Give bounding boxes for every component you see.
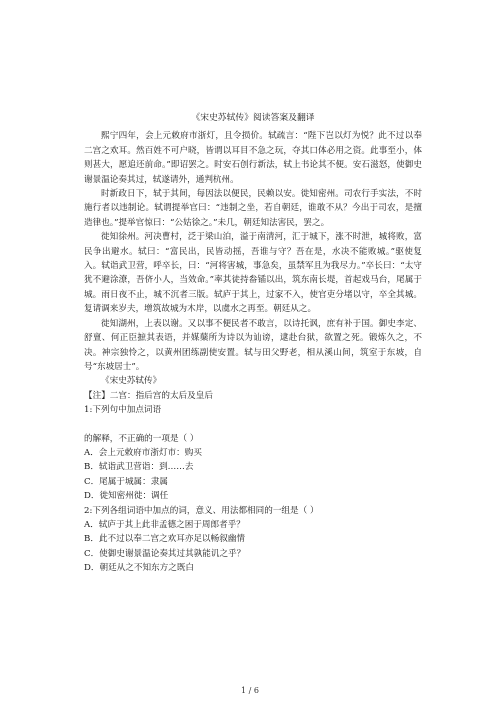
q1-option-d: D．徙知密州徙：调任 bbox=[84, 491, 169, 502]
paragraph-3: 徙知徐州。河决曹村，泛于梁山泊，溢于南清河，汇于城下，涨不时泄，城将败，富民争出避水。轼曰：“富民出，民皆动摇，吾谁与守？吾在是，水决不能败城。”驱使复入。轼诣武卫营，呼卒长，曰：“河将害城，事急矣，虽禁军且为我尽力。”卒长曰：“太守犹不避涂潦，吾侪小人，当效命。”率其徒持畚锸以出，筑东南长堤，首起戏马台，尾属于城。雨日夜不止，城不沉者三版。轼庐于其上，过家不入，使官吏分堵以守，卒全其城。复请调来岁夫，增筑故城为木岸，以虞水之再至。朝廷从之。 bbox=[84, 232, 422, 315]
document-title: 《宋史苏轼传》阅读答案及翻译 bbox=[191, 113, 315, 123]
annotation-note: 【注】二宫：指后宫的太后及皇后 bbox=[84, 390, 213, 401]
question-1-stem: 的解释，不正确的一项是（ ） bbox=[84, 433, 199, 444]
paragraph-4: 徙知湖州，上表以谢。又以事不便民者不敢言，以诗托讽，庶有补于国。御史李定、舒亶、何正臣摭其表语，并媒蘖所为诗以为讪谤，逮赴台狱，欲置之死。锻炼久之，不决。神宗独怜之，以黄州团练副使安置。轼与田父野老，相从溪山间，筑室于东坡，自号“东坡居士”。 bbox=[84, 318, 422, 372]
page-number: 1 / 6 bbox=[241, 686, 259, 695]
q1-option-a: A．会上元敕府市浙灯市：购买 bbox=[84, 447, 202, 458]
q2-option-c: C．使御史谢景温论奏其过其孰能讥之乎？ bbox=[84, 548, 246, 559]
paragraph-1: 熙宁四年，会上元敕府市浙灯，且令损价。轼疏言：“陛下岂以灯为悦？此不过以奉二宫之欢耳。然百姓不可户晓，皆谓以耳目不急之玩，夺其口体必用之资。此事至小，体则甚大，愿追还前命。”即诏罢之。时安石创行新法，轼上书论其不便。安石滋怒，使御史谢景温论奏其过，轼遂请外，通判杭州。 bbox=[84, 131, 422, 185]
q2-option-b: B．此不过以奉二宫之欢耳亦足以畅叙幽情 bbox=[84, 534, 246, 545]
question-2: 2:下列各组词语中加点的词，意义、用法都相同的一组是（ ） bbox=[84, 505, 319, 516]
q2-option-a: A．轼庐于其上此非孟德之困于周郎者乎？ bbox=[84, 519, 245, 530]
paragraph-2: 时新政日下，轼于其间，每因法以便民，民赖以安。徙知密州。司农行手实法，不时施行者以违制论。轼谓提举官曰：“违制之坐，若自朝廷，谁敢不从？今出于司农，是擅造律也。”提举官惊曰：“公姑徐之。”未几，朝廷知法害民，罢之。 bbox=[84, 189, 422, 228]
document-body bbox=[84, 111, 422, 576]
question-1: 1:下列句中加点词语 bbox=[84, 405, 162, 416]
q1-option-c: C．尾属于城属：隶属 bbox=[84, 476, 168, 487]
q2-option-d: D．朝廷从之不知东方之既白 bbox=[84, 563, 195, 574]
source-title: 《宋史苏轼传》 bbox=[101, 376, 162, 387]
blank-line bbox=[84, 418, 422, 432]
q1-option-b: B．轼诣武卫营诣：到……去 bbox=[84, 462, 194, 473]
